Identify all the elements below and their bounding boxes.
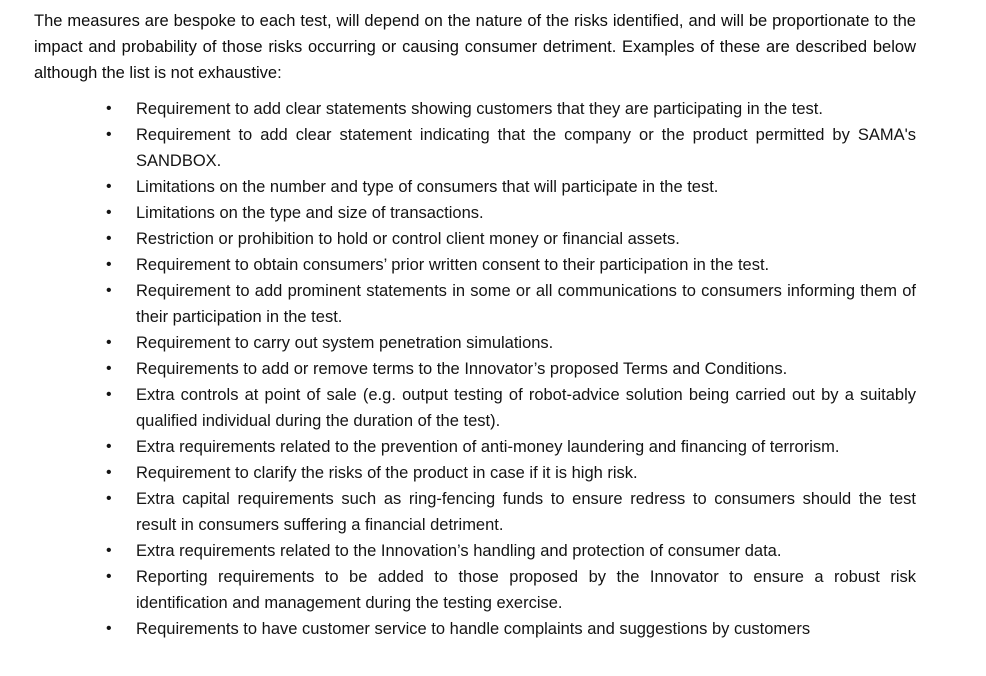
bullet-marker-icon: • (106, 542, 112, 559)
list-item (34, 382, 916, 434)
list-item-text: Requirement to add clear statement indicating that the company or the product permitted by SAMA's SANDBOX. (136, 126, 916, 170)
bullet-marker-icon: • (106, 334, 112, 351)
intro-paragraph: The measures are bespoke to each test, will depend on the nature of the risks identified, and will be proportionate to the impact and probability of those risks occurring or causing consumer detriment. Examples of these are described below although the list is not exhaustive: (34, 12, 916, 82)
list-item-text: Extra requirements related to the prevention of anti-money laundering and financing of terrorism. (136, 438, 840, 456)
list-item (34, 252, 916, 278)
list-item (34, 330, 916, 356)
bullet-marker-icon: • (106, 204, 112, 221)
list-item (34, 96, 916, 122)
list-item (34, 356, 916, 382)
list-item-text: Restriction or prohibition to hold or control client money or financial assets. (136, 230, 680, 248)
list-item (34, 564, 916, 616)
list-item-text: Requirement to add prominent statements in some or all communications to consumers informing them of their participation in the test. (136, 282, 916, 326)
bullet-marker-icon: • (106, 360, 112, 377)
bullet-marker-icon: • (106, 490, 112, 507)
list-item (34, 226, 916, 252)
list-item-text: Extra capital requirements such as ring-fencing funds to ensure redress to consumers should the test result in consumers suffering a financial detriment. (136, 490, 916, 534)
bullet-marker-icon: • (106, 282, 112, 299)
bullet-marker-icon: • (106, 126, 112, 143)
measures-bullet-list (34, 96, 916, 642)
list-item (34, 278, 916, 330)
list-item-text: Requirement to obtain consumers’ prior written consent to their participation in the test. (136, 256, 770, 274)
bullet-marker-icon: • (106, 100, 112, 117)
list-item-text: Limitations on the number and type of consumers that will participate in the test. (136, 178, 719, 196)
list-item-text: Requirement to add clear statements showing customers that they are participating in the test. (136, 100, 823, 118)
bullet-marker-icon: • (106, 178, 112, 195)
bullet-marker-icon: • (106, 620, 112, 637)
bullet-marker-icon: • (106, 568, 112, 585)
list-item (34, 460, 916, 486)
bullet-marker-icon: • (106, 256, 112, 273)
list-item (34, 174, 916, 200)
bullet-marker-icon: • (106, 438, 112, 455)
list-item-text: Extra requirements related to the Innovation’s handling and protection of consumer data. (136, 542, 782, 560)
list-item (34, 616, 916, 642)
list-item-text: Requirement to clarify the risks of the product in case if it is high risk. (136, 464, 638, 482)
list-item-text: Limitations on the type and size of transactions. (136, 204, 484, 222)
list-item (34, 538, 916, 564)
list-item (34, 122, 916, 174)
list-item (34, 200, 916, 226)
bullet-marker-icon: • (106, 464, 112, 481)
list-item-text: Requirements to have customer service to handle complaints and suggestions by customers (136, 620, 811, 638)
bullet-marker-icon: • (106, 230, 112, 247)
list-item-text: Extra controls at point of sale (e.g. output testing of robot-advice solution being carried out by a suitably qualified individual during the duration of the test). (136, 386, 916, 430)
list-item-text: Requirement to carry out system penetration simulations. (136, 334, 554, 352)
list-item (34, 434, 916, 460)
list-item-text: Requirements to add or remove terms to the Innovator’s proposed Terms and Conditions. (136, 360, 788, 378)
list-item-text: Reporting requirements to be added to those proposed by the Innovator to ensure a robust risk identification and management during the testing exercise. (136, 568, 916, 612)
list-item (34, 486, 916, 538)
bullet-marker-icon: • (106, 386, 112, 403)
